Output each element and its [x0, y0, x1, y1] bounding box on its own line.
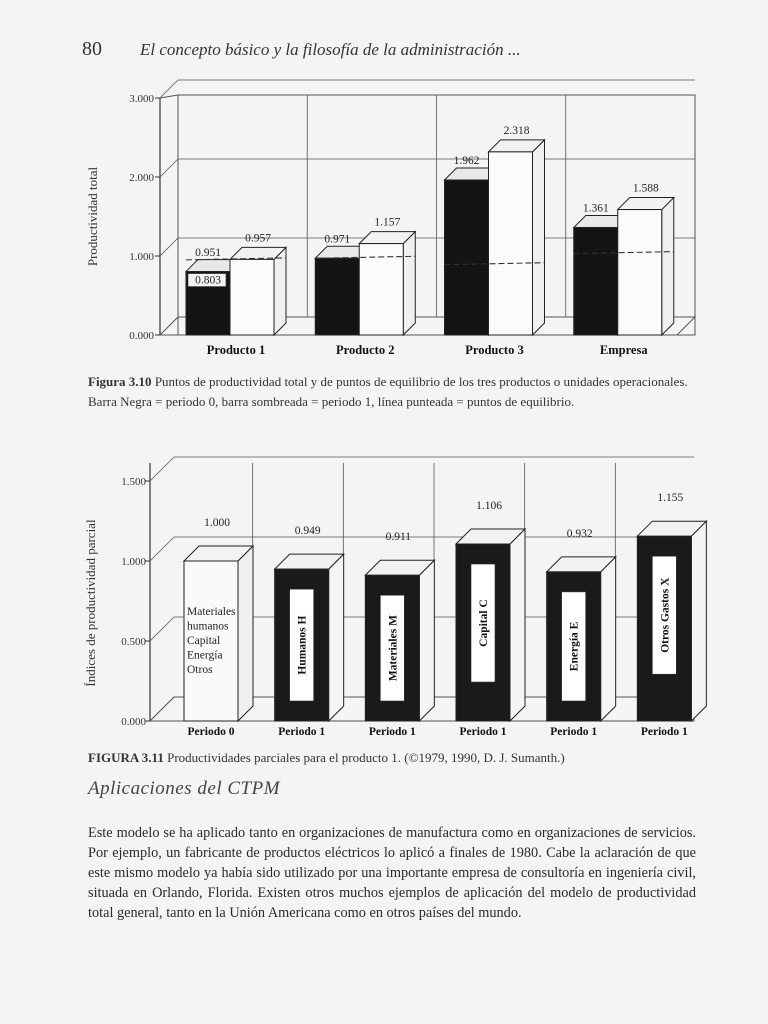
chart2-data-label: 0.932	[566, 527, 593, 540]
chart2-category-label: Periodo 1	[368, 726, 416, 738]
chart1-bar-period1-side	[662, 198, 674, 335]
chart1-data-label-period1: 1.588	[632, 182, 659, 195]
chart1-gridline-diag	[160, 238, 178, 256]
figure-3-11-caption	[88, 748, 700, 768]
page-number: 80	[82, 38, 102, 60]
chart2-y-tick-label: 1.000	[121, 556, 146, 568]
chart1-data-label-period0: 0.803	[195, 274, 221, 287]
chart1-y-axis-title: Productividad total	[85, 166, 100, 267]
chart2-gridline-diag	[150, 617, 174, 641]
chart1-y-tick-label: 0.000	[129, 330, 154, 342]
chart2-bar-inner-label: Materiales M	[387, 615, 400, 682]
chart2-bar-side	[329, 554, 344, 721]
figure-3-10-caption-text: Puntos de productividad total y de puntos de equilibrio de los tres productos o unidades operacionales. Barra Negra = periodo 0, barra sombreada = periodo 1, línea punteada = puntos de equilibrio.	[88, 374, 688, 409]
chart1-bar-period1	[489, 140, 545, 335]
chart2-bar-inner-label: Capital C	[478, 599, 490, 647]
chart1-bar-period1-side	[533, 140, 545, 335]
chart1-data-label-period0: 1.361	[582, 202, 609, 215]
figure-3-11-label: FIGURA 3.11	[88, 750, 164, 765]
section-body: Este modelo se ha aplicado tanto en organizaciones de manufactura como en organizaciones de servicios. Por ejemplo, un fabricante de productos eléctricos lo aplicó a finales de 1980. Cabe la aclaración de que este mismo modelo ya había sido utilizado por una importante empresa de consultoría en ingeniería civil, situada en Orlando, Florida. Existen otros muchos ejemplos de aplicación del modelo de productividad total general, tanto en la Unión Americana como en otros países del mundo.	[88, 825, 696, 921]
chart2-bar-inner-label: Energía E	[568, 621, 581, 672]
chart1-category-label: Empresa	[599, 343, 648, 357]
chart2-category-label: Periodo 1	[550, 726, 598, 738]
figure-3-11-chart	[0, 455, 768, 745]
chart1-bar-period1	[359, 232, 415, 335]
figure-3-10-label: Figura 3.10	[88, 374, 152, 389]
chart1-data-label-period0: 0.971	[324, 233, 351, 246]
chart1-bar-period1	[618, 198, 674, 335]
chart2-gridline-diag	[150, 697, 174, 721]
chart1-gridline-diag	[160, 159, 178, 177]
chart1-category-label: Producto 3	[465, 343, 524, 357]
figure-3-10-caption	[88, 372, 700, 412]
chart1-data-label-period1: 2.318	[503, 124, 530, 137]
chart1-bar-period1-side	[403, 232, 415, 335]
figure-3-10-chart	[0, 70, 768, 365]
chart2-data-label: 0.949	[294, 525, 321, 538]
chart2-bar-side	[601, 557, 616, 721]
chart2-gridline-diag	[150, 537, 174, 561]
chart2-category-label: Periodo 1	[459, 726, 507, 738]
chart1-bar-period1-front	[618, 210, 662, 335]
chart2-bar-side	[238, 546, 253, 721]
chart2-bar-inner-label: Otros Gastos X	[659, 577, 672, 653]
chart1-bar-period0-front	[445, 180, 489, 335]
chart1-y-tick-label: 2.000	[129, 172, 154, 184]
chart2-legend-line: humanos	[187, 620, 229, 633]
chart1-y-tick-label: 1.000	[129, 251, 154, 263]
chart1-bar-period0-front	[574, 227, 618, 335]
figure-3-11-caption-text: Productividades parciales para el producto 1. (©1979, 1990, D. J. Sumanth.)	[167, 750, 565, 765]
chart1-category-label: Producto 2	[336, 343, 395, 357]
chart2-category-label: Periodo 1	[278, 726, 326, 738]
chart1-bar-period0-front	[315, 258, 359, 335]
chart2-y-tick-label: 1.500	[121, 476, 146, 488]
section-title: Aplicaciones del CTPM	[88, 778, 281, 799]
chart2-y-tick-label: 0.000	[121, 716, 146, 728]
chart2-legend-line: Otros	[187, 664, 213, 676]
chart1-data-label-period1: 0.957	[245, 232, 271, 245]
chart1-bar-period1-front	[489, 152, 533, 335]
chart2-data-label: 1.106	[476, 500, 502, 513]
chart2-gridline-diag	[150, 457, 174, 481]
chart2-legend-line: Energía	[187, 649, 223, 662]
chart2-legend-line: Capital	[187, 635, 221, 647]
chart2-bar-side	[510, 529, 525, 721]
chart2-bar-side	[419, 560, 434, 721]
chart2-legend-line: Materiales	[187, 606, 236, 618]
chart1-bar-period1-side	[274, 247, 286, 335]
chart2-bar-side	[691, 521, 706, 721]
chart1-category-label: Producto 1	[206, 343, 266, 357]
chart2-category-label: Periodo 1	[640, 726, 688, 738]
chart1-gridline-diag	[160, 317, 178, 335]
chart1-bar-period1	[230, 247, 286, 335]
chart2-bar-inner-label: Humanos H	[296, 615, 309, 675]
chart2-data-label: 0.911	[385, 531, 412, 544]
chart1-data-label-period0: 1.962	[453, 155, 480, 168]
chart2-data-label: 1.000	[204, 517, 230, 529]
running-title: El concepto básico y la filosofía de la administración ...	[140, 40, 521, 59]
chart1-y-tick-label: 3.000	[129, 93, 154, 105]
chart1-breakeven-label: 0.951	[195, 246, 221, 259]
chart2-bar	[184, 546, 253, 721]
chart1-bar-period1-front	[230, 259, 274, 335]
chart2-data-label: 1.155	[657, 492, 684, 505]
chart1-data-label-period1: 1.157	[374, 216, 401, 229]
chart2-y-axis-title: Índices de productividad parcial	[83, 519, 98, 687]
chart2-category-label: Periodo 0	[187, 726, 235, 738]
chart2-y-tick-label: 0.500	[121, 636, 146, 648]
